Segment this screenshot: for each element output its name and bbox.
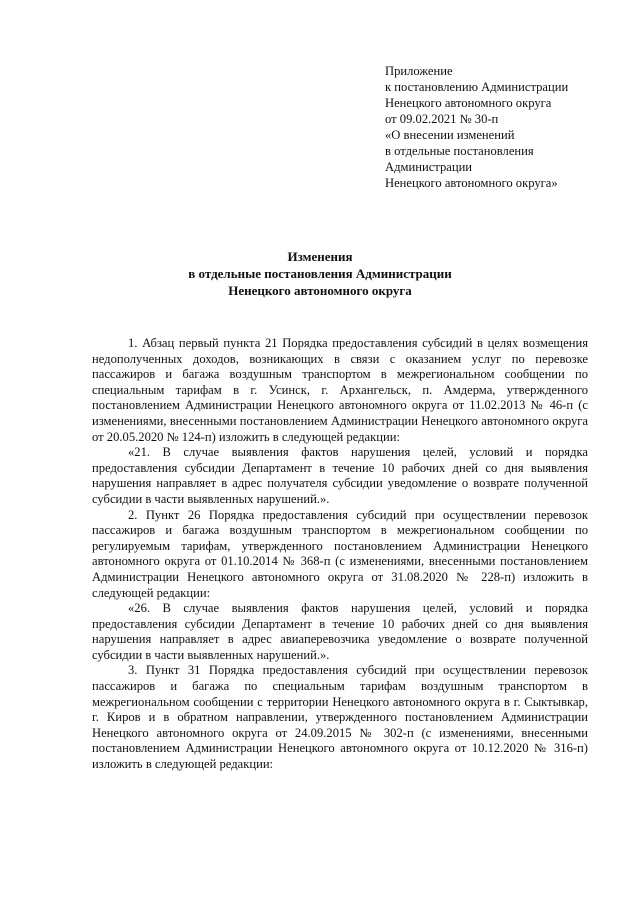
paragraph-2-quote: «26. В случае выявления фактов нарушения целей, условий и порядка предоставления субсидии Департамент в течение 10 рабочих дней со дня выявления нарушения направляет в адрес авиаперевозчика уведомление о возврате полученной субсидии в части выявленных нарушений.». <box>92 601 588 662</box>
title-line: в отдельные постановления Администрации <box>188 266 452 281</box>
appendix-line: Ненецкого автономного округа <box>385 96 552 110</box>
appendix-line: Администрации <box>385 160 473 174</box>
appendix-line: Приложение <box>385 64 453 78</box>
paragraph-1: 1. Абзац первый пункта 21 Порядка предоставления субсидий в целях возмещения недополученных доходов, возникающих в связи с оказанием услуг по перевозке пассажиров и багажа воздушным транспортом в межрегиональном сообщении по специальным тарифам в г. Усинск, г. Архангельск, п. Амдерма, утвержденного постановлением Администрации Ненецкого автономного округа от 11.02.2013 № 46-п (с изменениями, внесенными постановлением Администрации Ненецкого автономного округа от 20.05.2020 № 124-п) изложить в следующей редакции: <box>92 336 588 444</box>
paragraph-1-quote: «21. В случае выявления фактов нарушения целей, условий и порядка предоставления субсидии Департамент в течение 10 рабочих дней со дня выявления нарушения направляет в адрес получателя субсидии уведомление о возврате полученной субсидии в части выявленных нарушений.». <box>92 445 588 506</box>
appendix-line: «О внесении изменений <box>385 128 515 142</box>
paragraph-2: 2. Пункт 26 Порядка предоставления субсидий при осуществлении перевозок пассажиров и багажа воздушным транспортом в межрегиональном сообщении по регулируемым тарифам, утвержденного постановлением Администрации Ненецкого автономного округа от 01.10.2014 № 368-п (с изменениями, внесенными постановлением Администрации Ненецкого автономного округа от 31.08.2020 № 228-п) изложить в следующей редакции: <box>92 507 588 600</box>
title-line: Изменения <box>287 249 353 264</box>
appendix-line: к постановлению Администрации <box>385 80 569 94</box>
appendix-line: Ненецкого автономного округа» <box>385 176 558 190</box>
document-title <box>0 248 640 299</box>
appendix-line: в отдельные постановления <box>385 144 534 158</box>
appendix-block <box>385 63 625 191</box>
document-body <box>92 336 588 773</box>
appendix-line: от 09.02.2021 № 30-п <box>385 112 499 126</box>
title-line: Ненецкого автономного округа <box>228 283 412 298</box>
paragraph-3: 3. Пункт 31 Порядка предоставления субсидий при осуществлении перевозок пассажиров и багажа по специальным тарифам воздушным транспортом в межрегиональном сообщении с территории Ненецкого автономного округа в г. Сыктывкар, г. Киров и в обратном направлении, утвержденного постановлением Администрации Ненецкого автономного округа от 24.09.2015 № 302-п (с изменениями, внесенными постановлением Администрации Ненецкого автономного округа от 10.12.2020 № 316-п) изложить в следующей редакции: <box>92 663 588 772</box>
